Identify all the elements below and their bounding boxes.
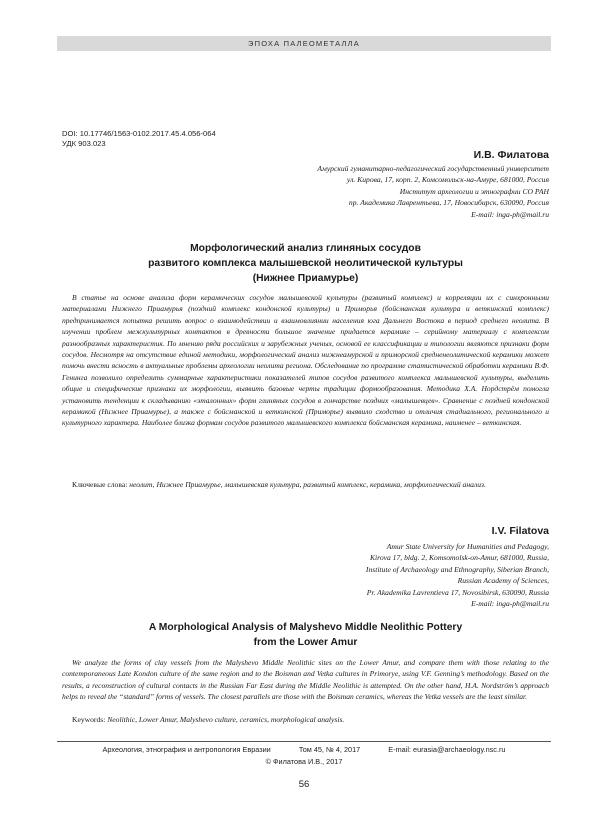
journal-name: Археология, этнография и антропология Евразии (102, 745, 271, 754)
journal-footer (57, 745, 551, 754)
title-line: (Нижнее Приамурье) (252, 273, 359, 284)
abstract-en: We analyze the forms of clay vessels from the Malyshevo Middle Neolithic sites on the Lower Amur, and compare them with those relating to the contemporaneous Late Kondon culture of the same region and to the Boisman and Vetka cultures in Primorye, using V.F. Genning’s methodology. Based on the results, a reconstruction of cultural contacts in the Russian Far East during the Middle Neolithic is attempted. On the other hand, H.A. Nordström’s approach helps to reveal the “standard” forms of vessels. The closest parallels are those with the Boisman ceramics, whereas the Vetka vessels are the least similar. (62, 658, 549, 702)
keywords-text-ru: неолит, Нижнее Приамурье, малышевская культура, развитый комплекс, керамика, морфологический анализ. (129, 480, 486, 489)
footer-divider (57, 741, 551, 742)
article-title-en (62, 620, 549, 650)
section-title: ЭПОХА ПАЛЕОМЕТАЛЛА (248, 39, 360, 48)
udk-code: УДК 903.023 (62, 139, 106, 148)
title-line: Морфологический анализ глиняных сосудов (190, 243, 421, 254)
author-name-ru: И.В. Филатова (473, 149, 549, 161)
page-number: 56 (298, 779, 310, 790)
keywords-label-ru: Ключевые слова: (72, 480, 128, 489)
article-title-ru (62, 241, 549, 286)
journal-issue: № 4, (326, 745, 342, 754)
journal-volume: Том 45, (298, 745, 324, 754)
keywords-en (62, 714, 549, 725)
keywords-text-en: Neolithic, Lower Amur, Malyshevo culture, ceramics, morphological analysis. (107, 715, 345, 724)
doi: DOI: 10.17746/1563-0102.2017.45.4.056-064 (62, 129, 216, 138)
keywords-ru (62, 479, 549, 490)
affiliation-line: Russian Academy of Sciences, (457, 576, 549, 586)
affiliation-line: Амурский гуманитарно-педагогический государственный университет (317, 164, 549, 173)
affiliation-line: Pr. Akademika Lavrentieva 17, Novosibirsk, 630090, Russia (366, 587, 549, 597)
affiliation-en (366, 541, 549, 609)
copyright: © Филатова И.В., 2017 (265, 757, 343, 766)
author-name-en: I.V. Filatova (491, 525, 549, 537)
keywords-label-en: Keywords: (72, 715, 106, 724)
section-header-band (57, 36, 551, 51)
author-email-ru: E-mail: inga-ph@mail.ru (471, 209, 549, 219)
affiliation-line: Институт археологии и этнографии СО РАН (399, 186, 549, 196)
journal-year: 2017 (343, 745, 361, 754)
affiliation-line: пр. Академика Лаврентьева, 17, Новосибирск, 630090, Россия (348, 198, 549, 208)
affiliation-line: Institute of Archaeology and Ethnography, Siberian Branch, (365, 564, 549, 574)
affiliation-line: Amur State University for Humanities and Pedagogy, (386, 542, 549, 551)
affiliation-line: ул. Кирова, 17, корп. 2, Комсомольск-на-Амуре, 681000, Россия (346, 175, 549, 185)
affiliation-line: Kirova 17, bldg. 2, Komsomolsk-on-Amur, 681000, Russia, (369, 553, 549, 563)
affiliation-ru (317, 163, 549, 220)
abstract-ru: В статье на основе анализа форм керамических сосудов малышевской культуры (развитый комплекс) и корреляции их с синхронными материалами Нижнего Приамурья (поздний комплекс кондонской культуры) и Приморья (бойсманская культура и веткинский комплекс) предпринимается попытка решить вопрос о взаимодействии и взаимовлиянии населения юга Дальнего Востока в период среднего неолита. В изучении проблем межкультурных контактов в древности большое значение придается керамике – серийному материалу с комплексом разнообразных характеристик. По мнению ряда российских и зарубежных ученых, основой ее классификации и типологии являются признаки форм сосудов. Несмотря на отсутствие единой методики, морфологический анализ нижнеамурской и приморской средненеолитической керамики может помочь внести ясность в актуальные проблемы археологии неолита региона. Обследование по программе статистической обработки керамики В.Ф. Генинга позволило определить суммарные характеристики показателей типов сосудов развитого комплекса малышевской культуры, выделить общие и специфические признаки их морфологии, выявить базовые черты традиции формообразования. Методика Х.А. Нордстрём помогла установить тенденции к складыванию «эталонных» форм глиняных сосудов в гончарстве поздних «малышевцев». Сравнение с поздней кондонской керамикой (Нижнее Приамурье), а также с бойсманской и веткинской (Приморье) выявило сходство и отличия стадиального, регионального и культурного характера. Наиболее близка формам сосудов развитого малышевского комплекса бойсманская керамика, наименее – веткинская. (62, 293, 549, 428)
title-line: from the Lower Amur (253, 637, 358, 648)
journal-email: E-mail: eurasia@archaeology.nsc.ru (388, 745, 506, 754)
title-line: развитого комплекса малышевской неолитической культуры (148, 258, 463, 269)
author-email-en: E-mail: inga-ph@mail.ru (471, 599, 549, 609)
title-line: A Morphological Analysis of Malyshevo Middle Neolithic Pottery (148, 622, 463, 633)
